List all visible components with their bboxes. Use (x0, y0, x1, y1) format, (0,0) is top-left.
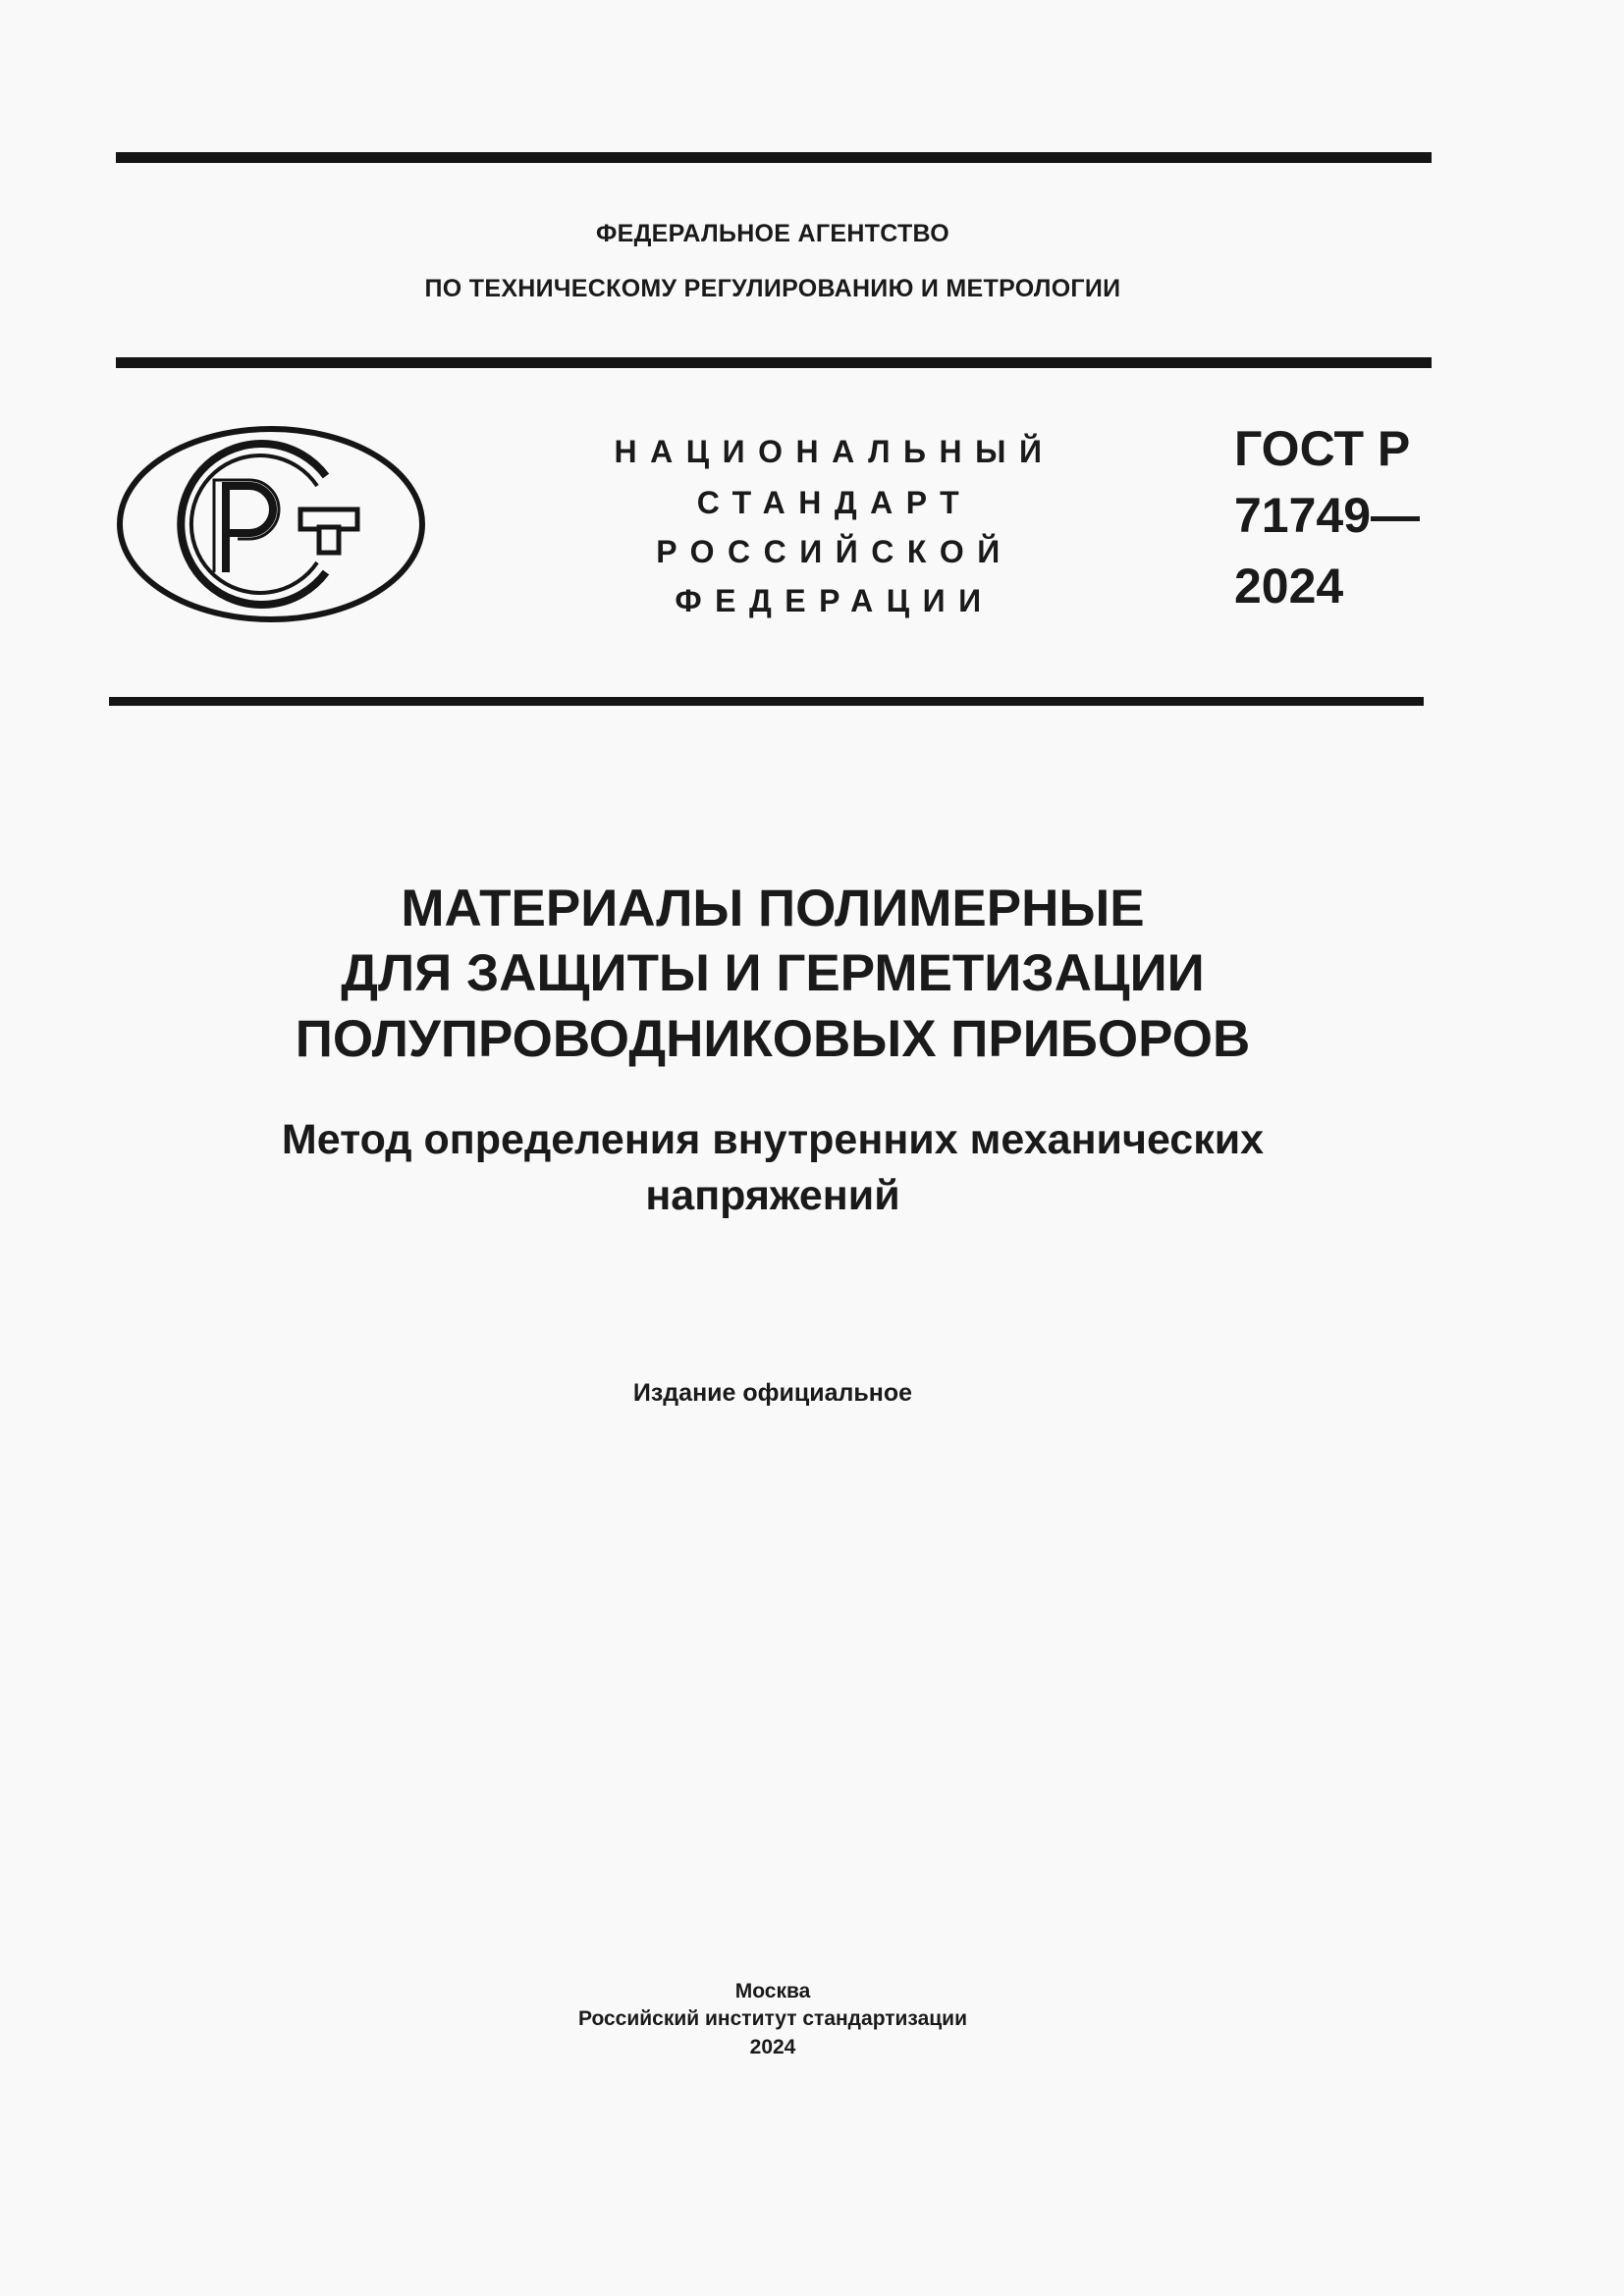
middle-divider (116, 357, 1432, 368)
designation-line-2: 71749— (1234, 488, 1421, 543)
document-subtitle-line-1: Метод определения внутренних механических (281, 1116, 1265, 1163)
imprint-city: Москва (734, 1980, 811, 2002)
gost-r-certification-mark-icon (116, 425, 426, 623)
imprint-publisher: Российский институт стандартизации (577, 2007, 968, 2030)
standard-type-line-4: ФЕДЕРАЦИИ (675, 583, 995, 618)
designation-line-3: 2024 (1234, 559, 1344, 614)
document-title-line-3: ПОЛУПРОВОДНИКОВЫХ ПРИБОРОВ (295, 1010, 1251, 1068)
edition-note: Издание официальное (632, 1379, 913, 1407)
document-title-line-1: МАТЕРИАЛЫ ПОЛИМЕРНЫЕ (401, 880, 1145, 937)
agency-line-1: ФЕДЕРАЛЬНОЕ АГЕНТСТВО (595, 220, 950, 247)
imprint-year: 2024 (749, 2036, 796, 2058)
top-divider (116, 152, 1432, 163)
document-title-line-2: ДЛЯ ЗАЩИТЫ И ГЕРМЕТИЗАЦИИ (341, 944, 1205, 1002)
agency-line-2: ПО ТЕХНИЧЕСКОМУ РЕГУЛИРОВАНИЮ И МЕТРОЛОГИИ (424, 275, 1121, 302)
designation-line-1: ГОСТ Р (1234, 421, 1411, 476)
bottom-divider (109, 697, 1424, 706)
document-subtitle-line-2: напряжений (645, 1172, 900, 1219)
standard-type-line-2: СТАНДАРТ (696, 485, 973, 520)
standard-type-line-3: РОССИЙСКОЙ (656, 534, 1013, 569)
standard-type-line-1: НАЦИОНАЛЬНЫЙ (614, 434, 1056, 469)
